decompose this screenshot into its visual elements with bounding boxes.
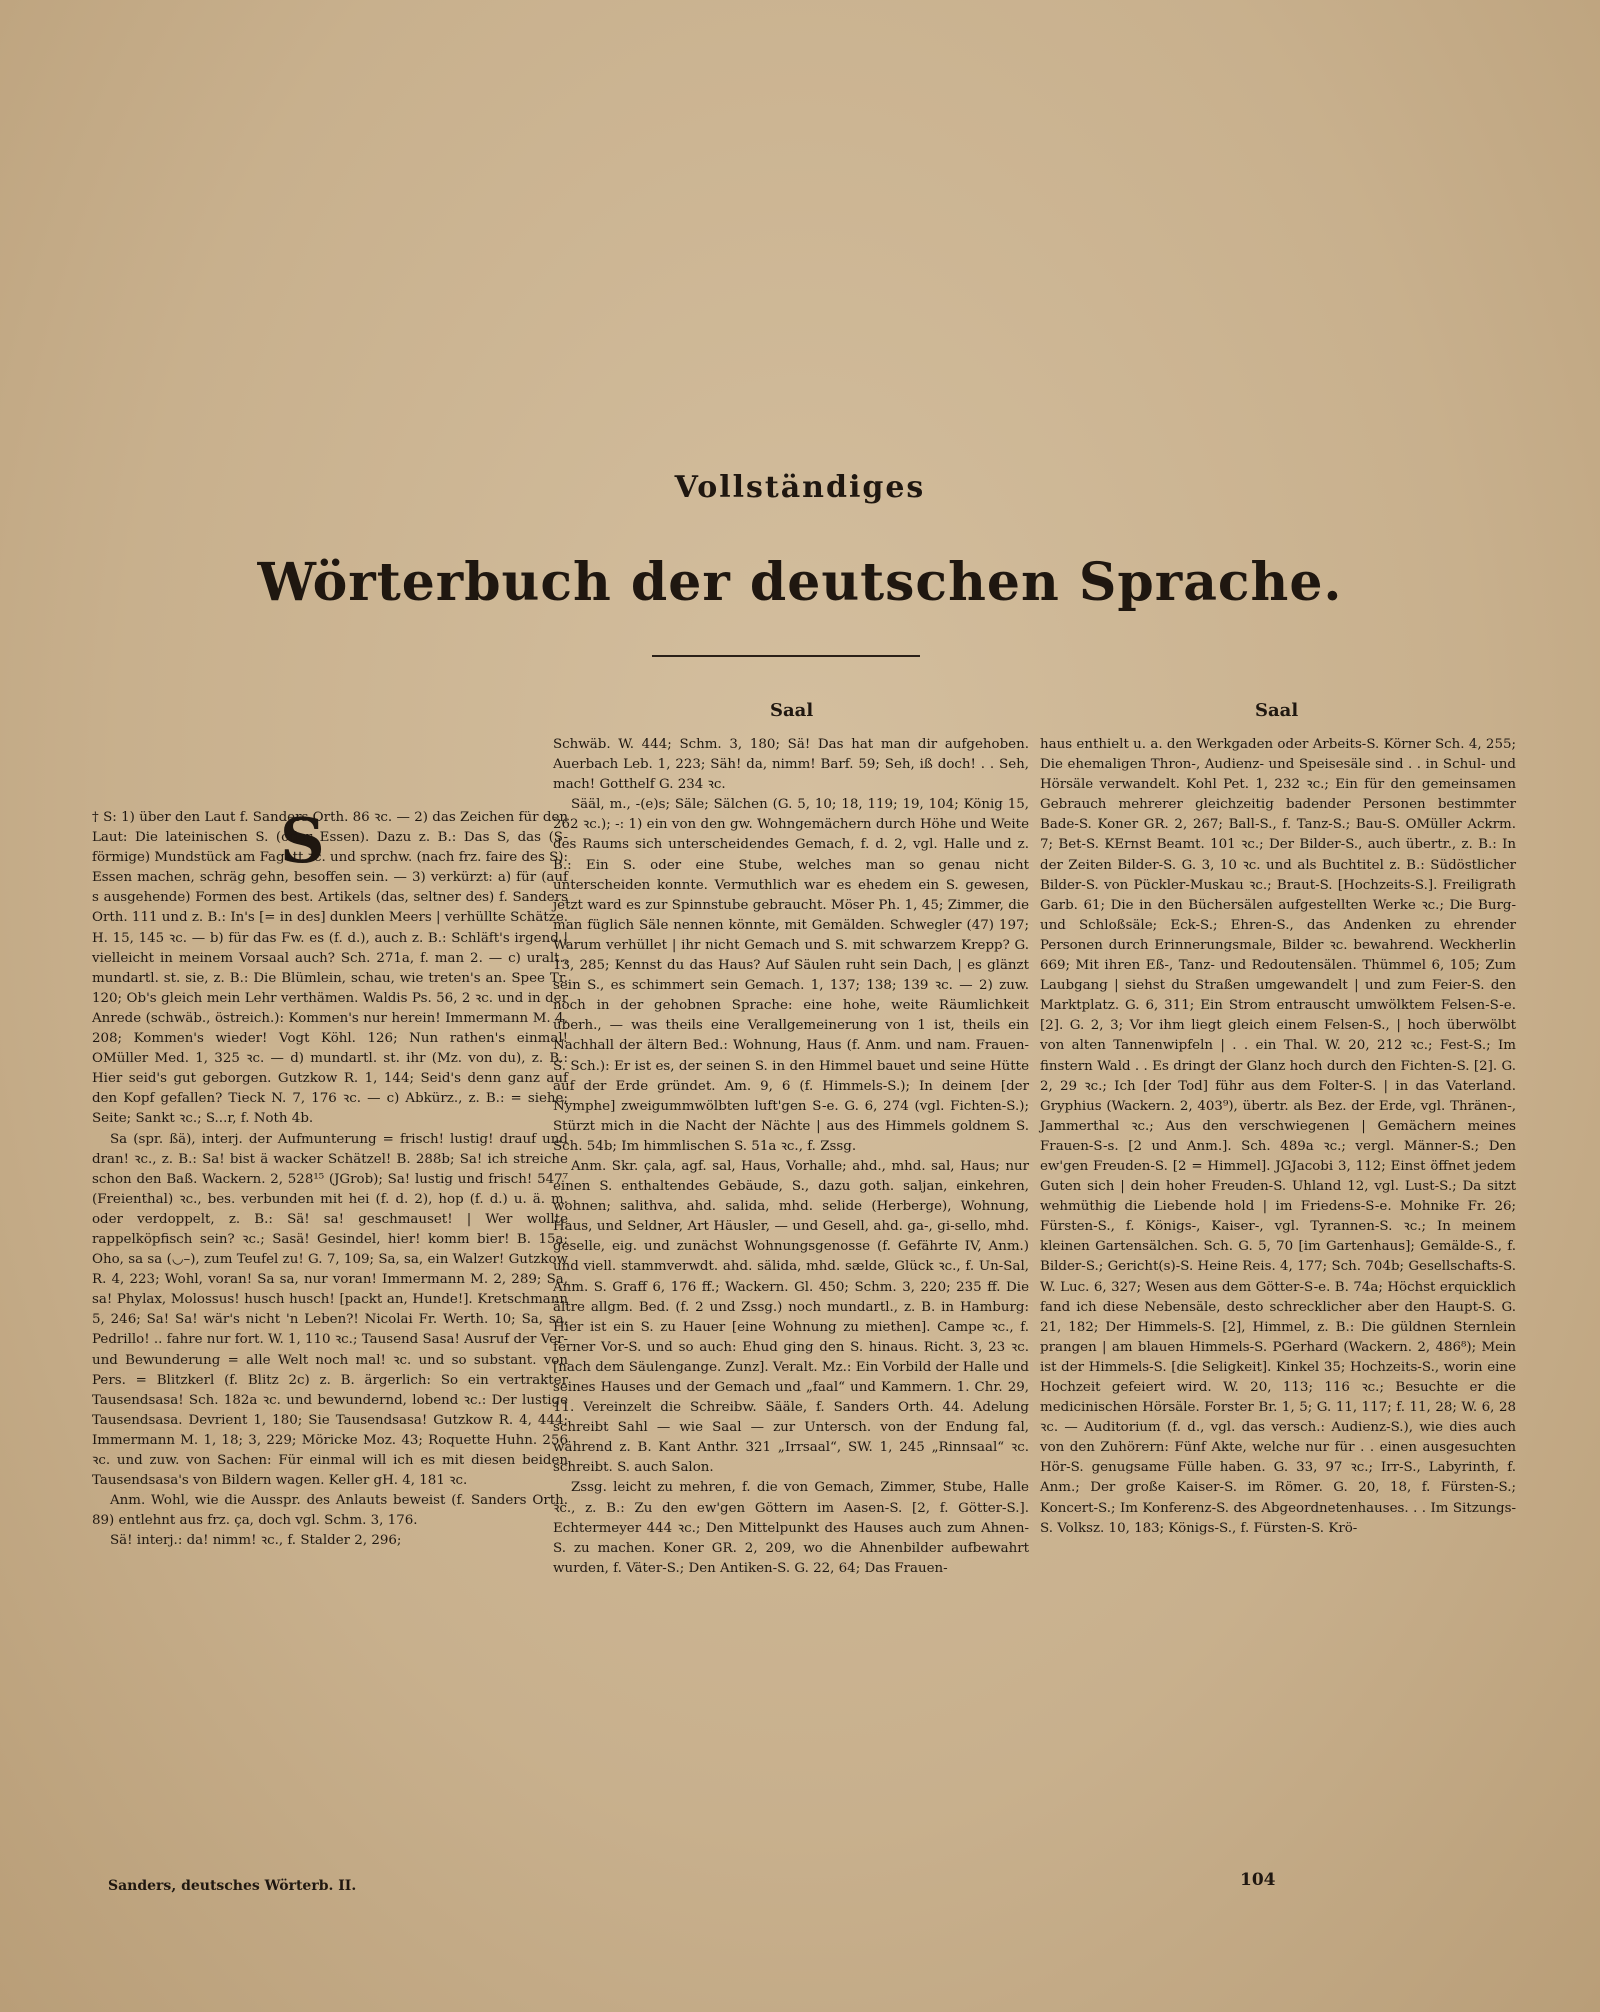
entry-paragraph: Zssg. leicht zu mehren, f. die von Gemach, Zimmer, Stube, Halle ꝛc., z. B.: Zu den ew'gen Göttern im Aasen-S. [2, f. Götter-S.]. Echtermeyer 444 ꝛc.; Den Mittelpunkt des Hauses auch zum Ahnen-S. zu machen. Koner GR. 2, 209, wo die Ahnenbilder aufbewahrt wurden, f. Väter-S.; Den Antiken-S. G. 22, 64; Das Frauen- <box>553 1480 1029 1576</box>
page-title: Wörterbuch der deutschen Sprache. <box>257 552 1343 613</box>
entry-paragraph: Sa (spr. ßä), interj. der Aufmunterung = frisch! lustig! drauf und dran! ꝛc., z. B.: Sa! bist ä wacker Schätzel! B. 288b; Sa! ich streiche schon den Baß. Wackern. 2, 528¹⁵ (JGrob); Sa! lustig und frisch! 547⁷ (Freienthal) ꝛc., bes. verbunden mit hei (f. d. 2), hop (f. d.) u. ä. m. oder verdoppelt, z. B.: Sä! sa! geschmauset! | Wer wollte rappelköpfisch sein? ꝛc.; Sasä! Gesindel, hier! komm bier! B. 15a; Oho, sa sa (◡–), zum Teufel zu! G. 7, 109; Sa, sa, ein Walzer! Gutzkow R. 4, 223; Wohl, voran! Sa sa, nur voran! Immermann M. 2, 289; Sa, sa! Phylax, Molossus! husch husch! [packt an, Hunde!]. Kretschmann 5, 246; Sa! Sa! wär's nicht 'n Leben?! Nicolai Fr. Werth. 10; Sa, sa, Pedrillo! .. fahre nur fort. W. 1, 110 ꝛc.; Tausend Sasa! Ausruf der Ver- und Bewunderung = alle Welt noch mal! ꝛc. und so substant. von Pers. = Blitzkerl (f. Blitz 2c) z. B. ärgerlich: So ein vertrakter Tausendsasa! Sch. 182a ꝛc. und bewundernd, lobend ꝛc.: Der lustige Tausendsasa. Devrient 1, 180; Sie Tausendsasa! Gutzkow R. 4, 444; Immermann M. 1, 18; 3, 229; Möricke Moz. 43; Roquette Huhn. 256 ꝛc. und zuw. von Sachen: Für einmal will ich es mit diesen beiden Tausendsasa's von Bildern wagen. Keller gH. 4, 181 ꝛc. <box>92 1131 568 1489</box>
footer-signature: Sanders, deutsches Wörterb. II. <box>108 1878 357 1894</box>
entry-paragraph: Anm. Skr. çala, agf. sal, Haus, Vorhalle; ahd., mhd. sal, Haus; nur einen S. enthaltendes Gebäude, S., dazu goth. saljan, einkehren, wohnen; salithva, ahd. salida, mhd. selide (Herberge), Wohnung, Haus, und Seldner, Art Häusler, — und Gesell, ahd. ga-, gi-sello, mhd. geselle, eig. und zunächst Wohnungsgenosse (f. Gefährte IV, Anm.) und viell. stammverwdt. ahd. sälida, mhd. sælde, Glück ꝛc., f. Un-Sal, Anm. S. Graff 6, 176 ff.; Wackern. Gl. 450; Schm. 3, 220; 235 ff. Die ältre allgm. Bed. (f. 2 und Zssg.) noch mundartl., z. B. in Hamburg: Hier ist ein S. zu Hauer [eine Wohnung zu miethen]. Campe ꝛc., f. ferner Vor-S. und so auch: Ehud ging den S. hinaus. Richt. 3, 23 ꝛc. [nach dem Säulengange. Zunz]. Veralt. Mz.: Ein Vorbild der Halle und seines Hauses und der Gemach und „faal“ und Kammern. 1. Chr. 29, 11. Vereinzelt die Schreibw. Sääle, f. Sanders Orth. 44. Adelung schreibt Sahl — wie Saal — zur Untersch. von der Endung fal, während z. B. Kant Anthr. 321 „Irrsaal“, SW. 1, 245 „Rinnsaal“ ꝛc. schreibt. S. auch Salon. <box>553 1158 1029 1476</box>
entry-paragraph: Schwäb. W. 444; Schm. 3, 180; Sä! Das hat man dir aufgehoben. Auerbach Leb. 1, 223; Säh! da, nimm! Barf. 59; Seh, iß doch! . . Seh, mach! Gotthelf G. 234 ꝛc. <box>553 737 1029 793</box>
entry-paragraph: Sä! interj.: da! nimm! ꝛc., f. Stalder 2, 296; <box>110 1533 402 1549</box>
section-letter: S <box>280 804 325 877</box>
title-divider <box>652 655 920 657</box>
running-head-right: Saal <box>1255 700 1299 721</box>
entry-paragraph: Sääl, m., -(e)s; Säle; Sälchen (G. 5, 10; 18, 119; 19, 104; König 15, 262 ꝛc.); -: 1) ein von den gw. Wohngemächern durch Höhe und Weite des Raums sich unterscheidendes Gemach, f. d. 2, vgl. Halle und z. B.: Ein S. oder eine Stube, welches man so genau nicht unterscheiden konnte. Vermuthlich war es ehedem ein S. gewesen, jetzt ward es zur Spinnstube gebraucht. Möser Ph. 1, 45; Zimmer, die man füglich Säle nennen könnte, mit Gemälden. Schwegler (47) 197; Warum verhüllet | ihr nicht Gemach und S. mit schwarzem Krepp? G. 13, 285; Kennst du das Haus? Auf Säulen ruht sein Dach, | es glänzt sein S., es schimmert sein Gemach. 1, 137; 138; 139 ꝛc. — 2) zuw. noch in der gehobnen Sprache: eine hohe, weite Räumlichkeit überh., — was theils eine Verallgemeinerung von 1 ist, theils ein Nachhall der ältern Bed.: Wohnung, Haus (f. Anm. und nam. Frauen-S. Sch.): Er ist es, der seinen S. in den Himmel bauet und seine Hütte auf der Erde gründet. Am. 9, 6 (f. Himmels-S.); In deinem [der Nymphe] zweigummwölbten luft'gen S-e. G. 6, 274 (vgl. Fichten-S.); Stürzt mich in die Nacht der Nächte | aus des Himmels goldnem S. Sch. 54b; Im himmlischen S. 51a ꝛc., f. Zssg. <box>553 797 1029 1154</box>
running-head-left: Saal <box>770 700 814 721</box>
entry-paragraph: Anm. Wohl, wie die Ausspr. des Anlauts beweist (f. Sanders Orth. 89) entlehnt aus frz. ça, doch vgl. Schm. 3, 176. <box>92 1493 568 1529</box>
entry-paragraph: † S: 1) über den Laut f. Sanders Orth. 86 ꝛc. — 2) das Zeichen für den Laut: Die lateinischen S. (oder Essen). Dazu z. B.: Das S, das (S-förmige) Mundstück am Fagott ꝛc. und sprchw. (nach frz. faire des S): Essen machen, schräg gehn, besoffen sein. — 3) verkürzt: a) für (auf s ausgehende) Formen des best. Artikels (das, seltner des) f. Sanders Orth. 111 und z. B.: In's [= in des] dunklen Meers | verhüllte Schätze. H. 15, 145 ꝛc. — b) für das Fw. es (f. d.), auch z. B.: Schläft's irgend | vielleicht in meinem Vorsaal auch? Sch. 271a, f. man 2. — c) uralt., mundartl. st. sie, z. B.: Die Blümlein, schau, wie treten's an. Spee Tr. 120; Ob's gleich mein Lehr verthämen. Waldis Ps. 56, 2 ꝛc. und in der Anrede (schwäb., östreich.): Kommen's nur herein! Immermann M. 4, 208; Kommen's wieder! Vogt Köhl. 126; Nun rathen's einmal! OMüller Med. 1, 325 ꝛc. — d) mundartl. st. ihr (Mz. von du), z. B.: Hier seid's gut geborgen. Gutzkow R. 1, 144; Seid's denn ganz auf den Kopf gefallen? Tieck N. 7, 176 ꝛc. — c) Abkürz., z. B.: = siehe; Seite; Sankt ꝛc.; S...r, f. Noth 4b. <box>92 810 568 1127</box>
entry-paragraph: haus enthielt u. a. den Werkgaden oder Arbeits-S. Körner Sch. 4, 255; Die ehemaligen Thron-, Audienz- und Speisesäle sind . . in Schul- und Hörsäle verwandelt. Kohl Pet. 1, 232 ꝛc.; Ein für den gemeinsamen Gebrauch mehrerer gleichzeitig badender Personen bestimmter Bade-S. Koner GR. 2, 267; Ball-S., f. Tanz-S.; Bau-S. OMüller Ackrm. 7; Bet-S. KErnst Beamt. 101 ꝛc.; Der Bilder-S., auch übertr., z. B.: In der Zeiten Bilder-S. G. 3, 10 ꝛc. und als Buchtitel z. B.: Südöstlicher Bilder-S. von Pückler-Muskau ꝛc.; Braut-S. [Hochzeits-S.]. Freiligrath Garb. 61; Die in den Büchersälen aufgestellten Werke ꝛc.; Die Burg- und Schloßsäle; Eck-S.; Ehren-S., das Andenken zu ehrender Personen durch Erinnerungsmale, Bilder ꝛc. bewahrend. Weckherlin 669; Mit ihren Eß-, Tanz- und Redoutensälen. Thümmel 6, 105; Zum Laubgang | siehst du Straßen umgewandelt | und zum Feier-S. den Marktplatz. G. 6, 311; Ein Strom entrauscht umwölktem Felsen-S-e. [2]. G. 2, 3; Vor ihm liegt gleich einem Felsen-S., | hoch überwölbt von alten Tannenwipfeln | . . ein Thal. W. 20, 212 ꝛc.; Fest-S.; Im finstern Wald . . Es dringt der Glanz hoch durch den Fichten-S. [2]. G. 2, 29 ꝛc.; Ich [der Tod] führ aus dem Folter-S. | in das Vaterland. Gryphius (Wackern. 2, 403⁹), übertr. als Bez. der Erde, vgl. Thränen-, Jammerthal ꝛc.; Aus den verschwiegenen | Gemächern meines Frauen-S-s. [2 und Anm.]. Sch. 489a ꝛc.; vergl. Männer-S.; Den ew'gen Freuden-S. [2 = Himmel]. JGJacobi 3, 112; Einst öffnet jedem Guten sich | dein hoher Freuden-S. Uhland 12, vgl. Lust-S.; Da sitzt wehmüthig die Liebende hold | im Friedens-S-e. Mohnike Fr. 26; Fürsten-S., f. Königs-, Kaiser-, vgl. Tyrannen-S. ꝛc.; In meinem kleinen Gartensälchen. Sch. G. 5, 70 [im Gartenhaus]; Gemälde-S., f. Bilder-S.; Gericht(s)-S. Heine Reis. 4, 177; Sch. 704b; Gesellschafts-S. W. Luc. 6, 327; Wesen aus dem Götter-S-e. B. 74a; Höchst erquicklich fand ich diese Nebensäle, desto schrecklicher aber den Haupt-S. G. 21, 182; Der Himmels-S. [2], Himmel, z. B.: Die güldnen Sternlein prangen | am blauen Himmels-S. PGerhard (Wackern. 2, 486⁸); Mein ist der Himmels-S. [die Seligkeit]. Kinkel 35; Hochzeits-S., worin eine Hochzeit gefeiert wird. W. 20, 113; 116 ꝛc.; Besuchte er die medicinischen Hörsäle. Forster Br. 1, 5; G. 11, 117; f. 11, 28; W. 6, 28 ꝛc. — Auditorium (f. d., vgl. das versch.: Audienz-S.), wie dies auch von den Zuhörern: Fünf Akte, welche nur für . . einen ausgesuchten Hör-S. genugsame Fülle haben. G. 33, 97 ꝛc.; Irr-S., Labyrinth, f. Anm.; Der große Kaiser-S. im Römer. G. 20, 18, f. Fürsten-S.; Koncert-S.; Im Konferenz-S. des Abgeordnetenhauses. . . Im Sitzungs-S. Volksz. 10, 183; Königs-S., f. Fürsten-S. Krö- <box>1040 737 1516 1536</box>
column-1 <box>92 804 568 1551</box>
subtitle: Vollständiges <box>674 470 926 505</box>
column-3 <box>1040 735 1516 1539</box>
column-2 <box>553 735 1029 1579</box>
page-number: 104 <box>1240 1870 1276 1890</box>
